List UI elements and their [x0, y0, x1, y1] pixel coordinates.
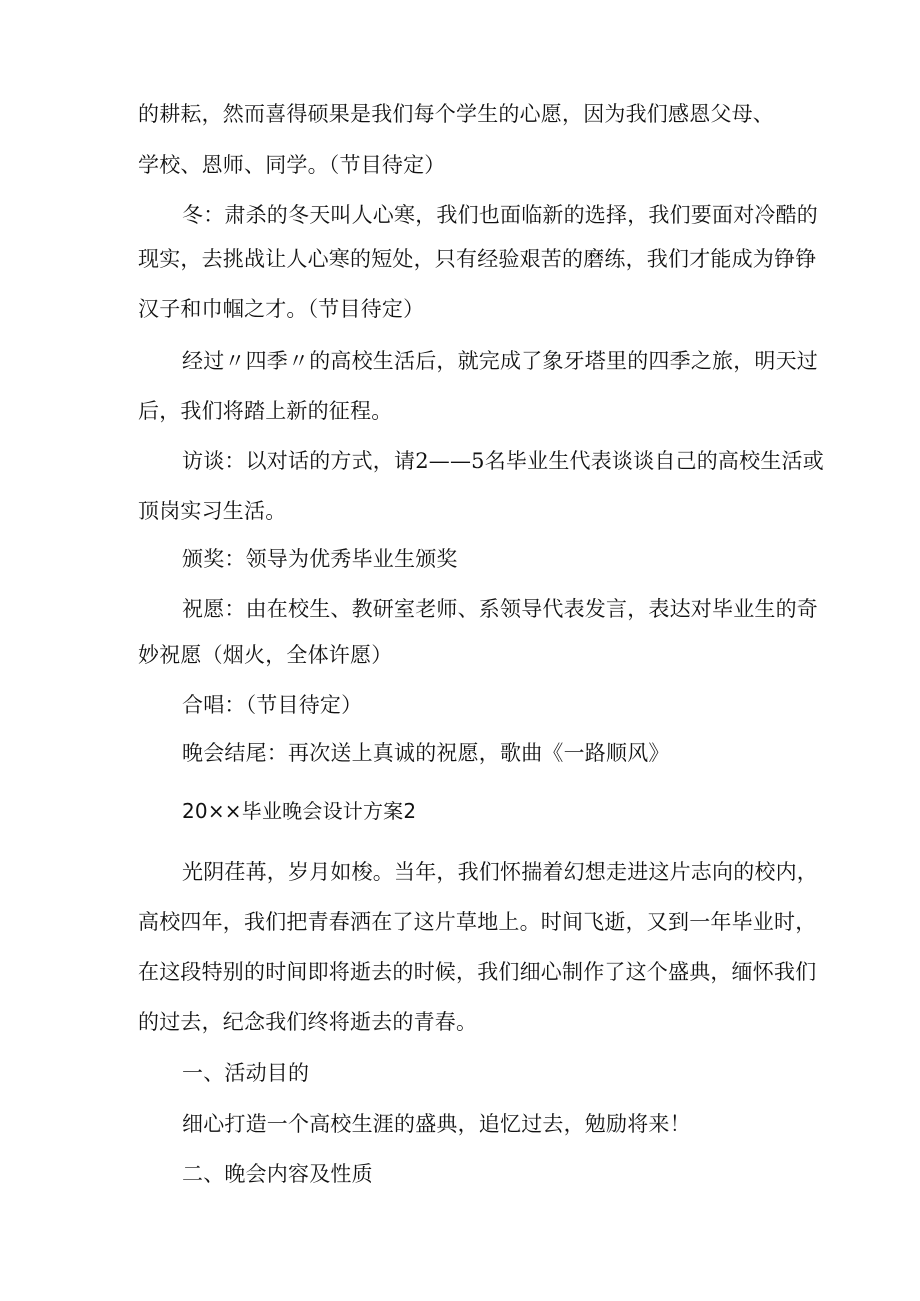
paragraph-line: 在这段特别的时间即将逝去的时候，我们细心制作了这个盛典，缅怀我们 [138, 960, 817, 984]
paragraph-line: 祝愿：由在校生、教研室老师、系领导代表发言，表达对毕业生的奇 [182, 597, 818, 621]
paragraph-line: 汉子和巾帼之才。（节目待定） [138, 297, 425, 321]
section-heading: 一、活动目的 [182, 1061, 310, 1085]
paragraph-line: 访谈：以对话的方式，请2——5名毕业生代表谈谈自己的高校生活或 [182, 449, 824, 473]
section-heading: 二、晚会内容及性质 [182, 1162, 373, 1186]
paragraph-line: 学校、恩师、同学。（节目待定） [138, 153, 446, 177]
paragraph-line: 冬：肃杀的冬天叫人心寒，我们也面临新的选择，我们要面对冷酷的 [182, 203, 818, 227]
paragraph-line: 细心打造一个高校生涯的盛典，追忆过去，勉励将来！ [182, 1112, 691, 1136]
paragraph-line: 光阴荏苒，岁月如梭。当年，我们怀揣着幻想走进这片志向的校内， [182, 860, 818, 884]
paragraph-line: 妙祝愿（烟火，全体许愿） [138, 643, 393, 667]
paragraph-line: 晚会结尾：再次送上真诚的祝愿，歌曲《一路顺风》 [182, 741, 670, 765]
paragraph-line: 后，我们将踏上新的征程。 [138, 399, 393, 423]
paragraph-line: 高校四年，我们把青春洒在了这片草地上。时间飞逝，又到一年毕业时， [138, 910, 817, 934]
paragraph-line: 的过去，纪念我们终将逝去的青春。 [138, 1010, 478, 1034]
paragraph-line: 合唱：（节目待定） [182, 693, 363, 717]
paragraph-line: 颁奖：领导为优秀毕业生颁奖 [182, 547, 458, 571]
section-heading: 20××毕业晚会设计方案2 [182, 799, 417, 823]
paragraph-line: 现实，去挑战让人心寒的短处，只有经验艰苦的磨练，我们才能成为铮铮 [138, 247, 817, 271]
paragraph-line: 经过〃四季〃的高校生活后，就完成了象牙塔里的四季之旅，明天过 [182, 349, 818, 373]
paragraph-line: 顶岗实习生活。 [138, 499, 287, 523]
paragraph-line: 的耕耘，然而喜得硕果是我们每个学生的心愿，因为我们感恩父母、 [138, 102, 774, 126]
